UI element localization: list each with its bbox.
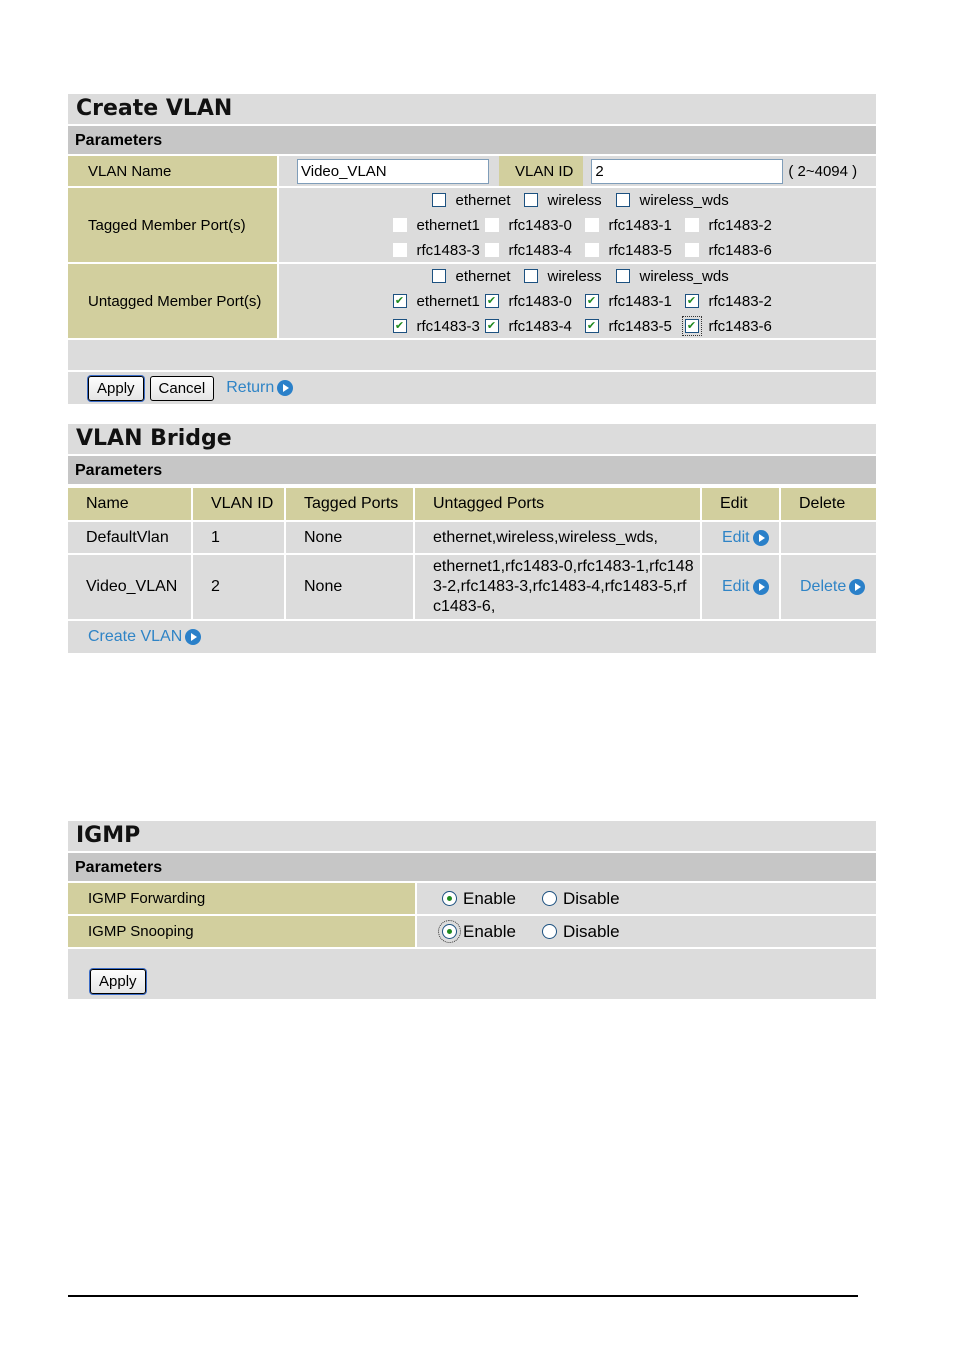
arrow-right-circle-icon [849, 579, 865, 595]
col-untagged-header: Untagged Ports [414, 487, 701, 521]
create-vlan-spacer [68, 340, 876, 372]
edit-link[interactable] [722, 578, 769, 596]
tagged-ports-label: Tagged Member Port(s) [68, 188, 279, 262]
checkbox-checked-icon: ✔ [393, 319, 407, 333]
delete-link[interactable] [800, 578, 865, 596]
checkbox-checked-icon: ✔ [485, 294, 499, 308]
port-label: rfc1483-5 [608, 241, 672, 259]
create-vlan-title: Create VLAN [68, 94, 876, 126]
tagged-port-rfc1483-0 [485, 217, 585, 234]
checkbox-checked-icon: ✔ [685, 319, 699, 333]
row-name: Video_VLAN [68, 554, 192, 620]
table-row [68, 554, 876, 620]
radio-empty-icon [542, 924, 557, 939]
edit-link[interactable] [722, 529, 769, 547]
vlan-bridge-params-header: Parameters [68, 456, 876, 486]
tagged-port-ethernet[interactable] [432, 192, 524, 209]
untagged-ports-row [68, 264, 876, 340]
igmp-snooping-disable-radio[interactable] [542, 922, 620, 942]
port-label: rfc1483-4 [508, 317, 572, 335]
checkbox-checked-icon: ✔ [685, 294, 699, 308]
vlan-id-label: VLAN ID [499, 156, 583, 186]
return-link-label: Return [226, 379, 275, 396]
port-label: wireless_wds [639, 191, 729, 209]
checkbox-checked-icon: ✔ [485, 319, 499, 333]
port-label: rfc1483-0 [508, 292, 572, 310]
table-header-row [68, 487, 876, 521]
igmp-apply-button[interactable]: Apply [90, 969, 146, 994]
port-label: rfc1483-1 [608, 292, 672, 310]
igmp-title: IGMP [68, 821, 876, 853]
checkbox-empty-icon [485, 218, 499, 232]
port-label: rfc1483-1 [608, 216, 672, 234]
checkbox-checked-icon: ✔ [585, 294, 599, 308]
row-delete-empty [780, 521, 876, 554]
untagged-port-ethernet[interactable] [432, 268, 524, 285]
untagged-port-rfc1483-1[interactable] [585, 293, 685, 310]
tagged-port-line [393, 215, 785, 235]
untagged-port-rfc1483-0[interactable] [485, 293, 585, 310]
igmp-forwarding-disable-radio[interactable] [542, 889, 620, 909]
checkbox-empty-icon [616, 193, 630, 207]
col-edit-header: Edit [701, 487, 780, 521]
row-tagged: None [285, 521, 414, 554]
port-label: rfc1483-6 [708, 241, 772, 259]
checkbox-empty-icon [393, 243, 407, 257]
tagged-port-line [432, 190, 746, 210]
create-vlan-params-header: Parameters [68, 126, 876, 156]
untagged-port-rfc1483-5[interactable] [585, 318, 685, 335]
checkbox-empty-icon [585, 243, 599, 257]
col-name-header: Name [68, 487, 192, 521]
checkbox-empty-icon [432, 193, 446, 207]
tagged-port-rfc1483-4 [485, 242, 585, 259]
port-label: wireless [547, 267, 602, 285]
vlan-bridge-table [68, 486, 876, 621]
tagged-ports-row [68, 188, 876, 264]
untagged-port-rfc1483-3[interactable] [393, 318, 485, 335]
port-label: rfc1483-2 [708, 216, 772, 234]
tagged-port-ethernet1 [393, 217, 485, 234]
untagged-port-wireless_wds[interactable] [616, 268, 746, 285]
apply-button[interactable]: Apply [88, 376, 144, 401]
row-tagged: None [285, 554, 414, 620]
checkbox-empty-icon [524, 193, 538, 207]
vlan-name-row [68, 156, 876, 188]
row-untagged: ethernet,wireless,wireless_wds, [414, 521, 701, 554]
port-label: rfc1483-0 [508, 216, 572, 234]
checkbox-empty-icon [616, 269, 630, 283]
arrow-right-circle-icon [753, 579, 769, 595]
vlan-bridge-panel [68, 424, 876, 653]
edit-link-label: Edit [722, 528, 750, 546]
tagged-port-rfc1483-6 [685, 242, 785, 259]
create-vlan-panel [68, 94, 876, 404]
igmp-forwarding-label: IGMP Forwarding [68, 883, 417, 914]
radio-label: Enable [463, 921, 516, 941]
port-label: rfc1483-3 [416, 317, 480, 335]
create-vlan-link-row [68, 621, 876, 653]
arrow-right-circle-icon [753, 530, 769, 546]
untagged-port-line [393, 291, 785, 311]
radio-empty-icon [542, 891, 557, 906]
vlan-name-input[interactable] [297, 159, 489, 184]
tagged-port-rfc1483-5 [585, 242, 685, 259]
tagged-port-wireless[interactable] [524, 192, 616, 209]
delete-link-label: Delete [800, 578, 847, 595]
igmp-forwarding-row [68, 883, 876, 916]
untagged-port-line [393, 316, 785, 336]
port-label: ethernet1 [416, 292, 480, 310]
radio-label: Enable [463, 888, 516, 908]
untagged-port-line [432, 266, 746, 286]
cancel-button[interactable]: Cancel [150, 376, 215, 401]
igmp-panel [68, 821, 876, 999]
vlan-id-range-hint: ( 2~4094 ) [788, 162, 858, 180]
tagged-port-line [393, 240, 785, 260]
return-link[interactable] [226, 379, 293, 397]
igmp-snooping-row [68, 916, 876, 949]
port-label: rfc1483-4 [508, 241, 572, 259]
checkbox-empty-icon [485, 243, 499, 257]
arrow-right-circle-icon [185, 629, 201, 645]
table-row [68, 521, 876, 554]
tagged-port-rfc1483-2 [685, 217, 785, 234]
create-vlan-actions [68, 372, 876, 404]
create-vlan-link-label: Create VLAN [88, 628, 183, 645]
vlan-bridge-title: VLAN Bridge [68, 424, 876, 456]
checkbox-empty-icon [393, 218, 407, 232]
igmp-forwarding-enable-radio[interactable] [442, 889, 516, 909]
port-label: rfc1483-3 [416, 241, 480, 259]
port-label: ethernet1 [416, 216, 480, 234]
checkbox-empty-icon [685, 218, 699, 232]
col-delete-header: Delete [780, 487, 876, 521]
checkbox-empty-icon [585, 218, 599, 232]
vlan-id-input[interactable] [591, 159, 783, 184]
edit-link-label: Edit [722, 578, 750, 595]
untagged-port-rfc1483-2[interactable] [685, 293, 785, 310]
port-label: rfc1483-2 [708, 292, 772, 310]
port-label: wireless [547, 191, 602, 209]
row-vlan-id: 1 [192, 521, 285, 554]
port-label: rfc1483-5 [608, 317, 672, 335]
tagged-port-rfc1483-3 [393, 242, 485, 259]
row-vlan-id: 2 [192, 554, 285, 620]
row-name: DefaultVlan [68, 521, 192, 554]
tagged-port-rfc1483-1 [585, 217, 685, 234]
igmp-actions [68, 949, 876, 999]
untagged-port-rfc1483-4[interactable] [485, 318, 585, 335]
untagged-port-rfc1483-6[interactable] [685, 318, 785, 335]
tagged-port-wireless_wds[interactable] [616, 192, 746, 209]
checkbox-empty-icon [685, 243, 699, 257]
radio-selected-icon [442, 924, 457, 939]
radio-label: Disable [562, 921, 620, 941]
igmp-snooping-enable-radio[interactable] [442, 922, 516, 942]
untagged-port-wireless[interactable] [524, 268, 616, 285]
checkbox-empty-icon [432, 269, 446, 283]
arrow-right-circle-icon [277, 380, 293, 396]
radio-selected-icon [442, 891, 457, 906]
tagged-ports-group [279, 188, 876, 262]
untagged-ports-group [279, 264, 876, 338]
col-vlan-id-header: VLAN ID [192, 487, 285, 521]
checkbox-empty-icon [524, 269, 538, 283]
port-label: wireless_wds [639, 267, 729, 285]
checkbox-checked-icon: ✔ [393, 294, 407, 308]
page-footer-rule [68, 1295, 858, 1297]
checkbox-checked-icon: ✔ [585, 319, 599, 333]
create-vlan-link[interactable] [88, 628, 201, 646]
igmp-params-header: Parameters [68, 853, 876, 883]
col-tagged-header: Tagged Ports [285, 487, 414, 521]
radio-label: Disable [562, 888, 620, 908]
igmp-snooping-label: IGMP Snooping [68, 916, 417, 947]
port-label: rfc1483-6 [708, 317, 772, 335]
port-label: ethernet [455, 191, 511, 209]
row-untagged: ethernet1,rfc1483-0,rfc1483-1,rfc1483-2,rfc1483-3,rfc1483-4,rfc1483-5,rfc1483-6, [414, 554, 701, 620]
vlan-name-label: VLAN Name [68, 156, 279, 186]
untagged-ports-label: Untagged Member Port(s) [68, 264, 279, 338]
port-label: ethernet [455, 267, 511, 285]
untagged-port-ethernet1[interactable] [393, 293, 485, 310]
